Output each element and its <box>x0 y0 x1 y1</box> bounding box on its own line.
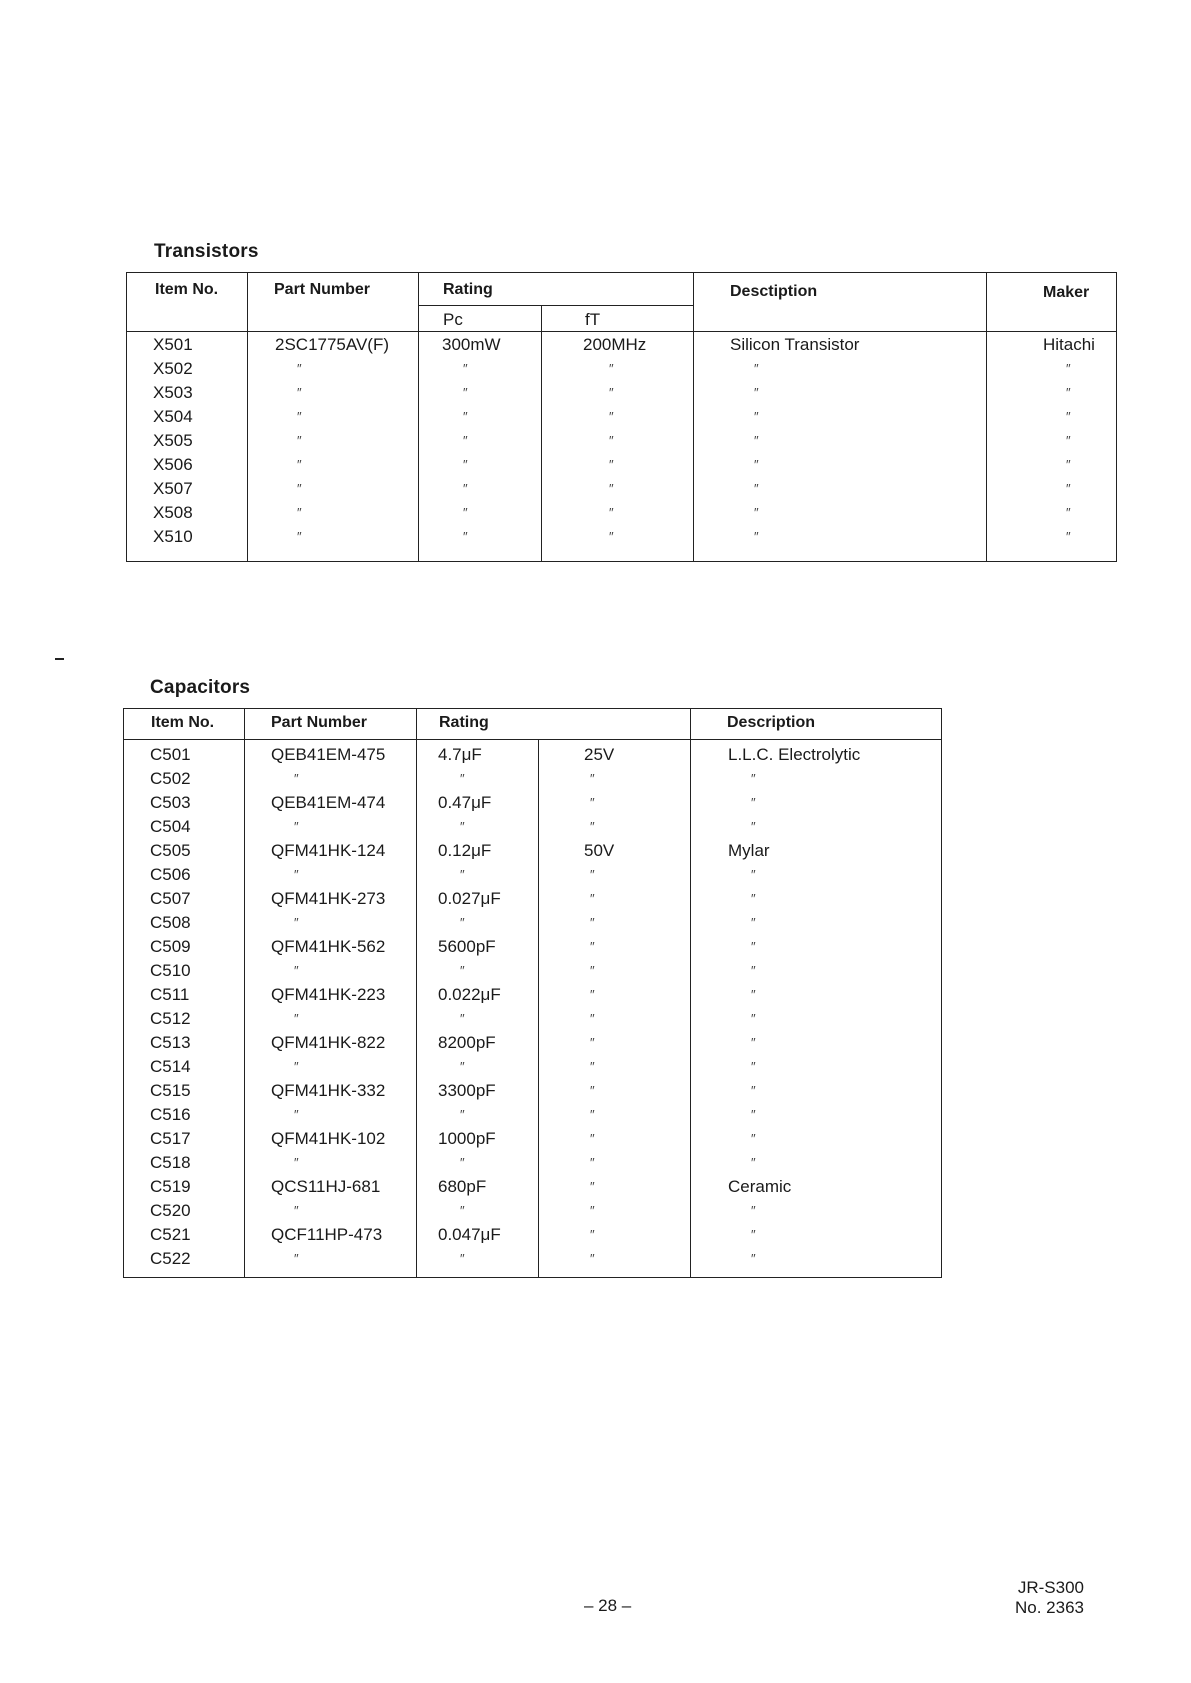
description-cell: ″ <box>751 867 756 882</box>
header-rating: Rating <box>443 281 493 298</box>
part-number-cell: QFM41HK-102 <box>271 1129 386 1148</box>
header-item-no: Item No. <box>151 714 215 731</box>
part-number-cell: ″ <box>294 1203 299 1218</box>
description-cell: ″ <box>751 1155 756 1170</box>
rating-value-cell: 1000pF <box>438 1129 496 1148</box>
part-number-cell: QEB41EM-475 <box>271 745 386 764</box>
item-no-cell: C505 <box>150 841 191 860</box>
pc-cell: ″ <box>463 385 468 400</box>
rating-value-cell: 5600pF <box>438 937 496 956</box>
header-part-number: Part Number <box>274 281 371 298</box>
part-number-cell: QFM41HK-332 <box>271 1081 386 1100</box>
part-number-cell: QCS11HJ-681 <box>271 1177 381 1196</box>
rating-value-cell: ″ <box>460 1251 465 1266</box>
item-no-cell: X508 <box>153 503 193 522</box>
ft-cell: ″ <box>609 385 614 400</box>
description-cell: ″ <box>751 891 756 906</box>
rating-voltage-cell: ″ <box>590 915 595 930</box>
part-number-cell: ″ <box>297 529 302 544</box>
description-cell: Silicon Transistor <box>730 335 860 354</box>
rating-voltage-cell: ″ <box>590 1155 595 1170</box>
part-number-cell: ″ <box>294 819 299 834</box>
rating-value-cell: ″ <box>460 1107 465 1122</box>
ft-cell: ″ <box>609 409 614 424</box>
part-number-cell: 2SC1775AV(F) <box>275 335 390 354</box>
item-no-cell: X501 <box>153 335 193 354</box>
maker-cell: ″ <box>1066 409 1071 424</box>
header-ft: fT <box>585 310 601 329</box>
stray-mark <box>55 658 64 660</box>
item-no-cell: C521 <box>150 1225 191 1244</box>
description-cell: ″ <box>754 505 759 520</box>
maker-cell: ″ <box>1066 361 1071 376</box>
description-cell: ″ <box>751 819 756 834</box>
rating-voltage-cell: ″ <box>590 1227 595 1242</box>
part-number-cell: ″ <box>297 505 302 520</box>
rating-voltage-cell: ″ <box>590 819 595 834</box>
description-cell: ″ <box>751 1035 756 1050</box>
description-cell: Mylar <box>728 841 770 860</box>
rating-value-cell: ″ <box>460 1155 465 1170</box>
rating-value-cell: ″ <box>460 1059 465 1074</box>
description-cell: ″ <box>754 409 759 424</box>
header-description: Desctiption <box>730 283 818 300</box>
header-pc: Pc <box>443 310 463 329</box>
rating-value-cell: 8200pF <box>438 1033 496 1052</box>
description-cell: ″ <box>754 457 759 472</box>
item-no-cell: X504 <box>153 407 193 426</box>
description-cell: ″ <box>751 1107 756 1122</box>
item-no-cell: X506 <box>153 455 193 474</box>
part-number-cell: ″ <box>294 1251 299 1266</box>
item-no-cell: C519 <box>150 1177 191 1196</box>
description-cell: ″ <box>754 481 759 496</box>
maker-cell: Hitachi <box>1043 335 1095 354</box>
rating-voltage-cell: ″ <box>590 1179 595 1194</box>
description-cell: ″ <box>751 915 756 930</box>
pc-cell: ″ <box>463 361 468 376</box>
rating-voltage-cell: 50V <box>584 841 615 860</box>
description-cell: ″ <box>751 1131 756 1146</box>
part-number-cell: ″ <box>294 771 299 786</box>
header-maker: Maker <box>1043 284 1090 301</box>
item-no-cell: C509 <box>150 937 191 956</box>
part-number-cell: ″ <box>294 1059 299 1074</box>
pc-cell: ″ <box>463 505 468 520</box>
rating-voltage-cell: ″ <box>590 939 595 954</box>
rating-value-cell: 0.027μF <box>438 889 501 908</box>
rating-voltage-cell: ″ <box>590 1107 595 1122</box>
item-no-cell: X503 <box>153 383 193 402</box>
maker-cell: ″ <box>1066 457 1071 472</box>
item-no-cell: C515 <box>150 1081 191 1100</box>
item-no-cell: C504 <box>150 817 191 836</box>
description-cell: ″ <box>751 1251 756 1266</box>
rating-value-cell: 3300pF <box>438 1081 496 1100</box>
rating-value-cell: 4.7μF <box>438 745 482 764</box>
item-no-cell: C516 <box>150 1105 191 1124</box>
part-number-cell: ″ <box>294 915 299 930</box>
rating-voltage-cell: ″ <box>590 771 595 786</box>
part-number-cell: ″ <box>297 385 302 400</box>
header-description: Description <box>727 714 816 731</box>
capacitors-title: Capacitors <box>150 677 251 698</box>
rating-value-cell: 680pF <box>438 1177 487 1196</box>
maker-cell: ″ <box>1066 529 1071 544</box>
item-no-cell: X502 <box>153 359 193 378</box>
rating-voltage-cell: ″ <box>590 891 595 906</box>
description-cell: ″ <box>754 361 759 376</box>
item-no-cell: C518 <box>150 1153 191 1172</box>
pc-cell: ″ <box>463 457 468 472</box>
part-number-cell: QEB41EM-474 <box>271 793 386 812</box>
rating-value-cell: ″ <box>460 819 465 834</box>
description-cell: Ceramic <box>728 1177 792 1196</box>
description-cell: ″ <box>751 939 756 954</box>
header-item-no: Item No. <box>155 281 219 298</box>
rating-voltage-cell: ″ <box>590 1083 595 1098</box>
rating-value-cell: ″ <box>460 771 465 786</box>
part-number-cell: ″ <box>297 433 302 448</box>
rating-voltage-cell: ″ <box>590 987 595 1002</box>
description-cell: ″ <box>751 1083 756 1098</box>
ft-cell: ″ <box>609 529 614 544</box>
description-cell: ″ <box>751 1059 756 1074</box>
part-number-cell: ″ <box>294 963 299 978</box>
rating-value-cell: ″ <box>460 1011 465 1026</box>
item-no-cell: X507 <box>153 479 193 498</box>
description-cell: ″ <box>754 529 759 544</box>
pc-cell: ″ <box>463 529 468 544</box>
description-cell: ″ <box>751 987 756 1002</box>
capacitors-table <box>123 708 942 1278</box>
ft-cell: ″ <box>609 457 614 472</box>
header-rating: Rating <box>439 714 489 731</box>
part-number-cell: ″ <box>294 1011 299 1026</box>
rating-voltage-cell: ″ <box>590 1011 595 1026</box>
rating-voltage-cell: ″ <box>590 867 595 882</box>
item-no-cell: C503 <box>150 793 191 812</box>
part-number-cell: QFM41HK-124 <box>271 841 386 860</box>
description-cell: ″ <box>751 1203 756 1218</box>
rating-value-cell: 0.12μF <box>438 841 492 860</box>
item-no-cell: C507 <box>150 889 191 908</box>
item-no-cell: C502 <box>150 769 191 788</box>
rating-value-cell: ″ <box>460 1203 465 1218</box>
rating-value-cell: ″ <box>460 867 465 882</box>
rating-value-cell: 0.047μF <box>438 1225 501 1244</box>
rating-voltage-cell: ″ <box>590 1251 595 1266</box>
maker-cell: ″ <box>1066 481 1071 496</box>
part-number-cell: QFM41HK-822 <box>271 1033 386 1052</box>
description-cell: ″ <box>751 795 756 810</box>
rating-voltage-cell: ″ <box>590 1131 595 1146</box>
description-cell: ″ <box>754 433 759 448</box>
item-no-cell: C522 <box>150 1249 191 1268</box>
rating-voltage-cell: ″ <box>590 1059 595 1074</box>
rating-voltage-cell: ″ <box>590 963 595 978</box>
model-number: JR-S300 <box>1017 1578 1084 1597</box>
part-number-cell: ″ <box>297 481 302 496</box>
part-number-cell: ″ <box>294 1155 299 1170</box>
rating-voltage-cell: 25V <box>584 745 615 764</box>
part-number-cell: ″ <box>297 361 302 376</box>
item-no-cell: C506 <box>150 865 191 884</box>
part-number-cell: QCF11HP-473 <box>271 1225 383 1244</box>
description-cell: ″ <box>751 1011 756 1026</box>
ft-cell: ″ <box>609 505 614 520</box>
pc-cell: ″ <box>463 433 468 448</box>
pc-cell: 300mW <box>442 335 501 354</box>
page-number: – 28 – <box>584 1596 632 1615</box>
transistors-table <box>126 272 1117 562</box>
ft-cell: 200MHz <box>583 335 647 354</box>
description-cell: ″ <box>751 771 756 786</box>
maker-cell: ″ <box>1066 433 1071 448</box>
item-no-cell: C517 <box>150 1129 191 1148</box>
header-part-number: Part Number <box>271 714 368 731</box>
part-number-cell: QFM41HK-273 <box>271 889 386 908</box>
rating-voltage-cell: ″ <box>590 1035 595 1050</box>
doc-number: No. 2363 <box>1015 1598 1084 1617</box>
document-id <box>1015 1578 1084 1618</box>
rating-value-cell: ″ <box>460 915 465 930</box>
item-no-cell: C501 <box>150 745 191 764</box>
part-number-cell: ″ <box>297 457 302 472</box>
ft-cell: ″ <box>609 433 614 448</box>
item-no-cell: C511 <box>150 985 190 1004</box>
pc-cell: ″ <box>463 409 468 424</box>
rating-value-cell: 0.47μF <box>438 793 492 812</box>
part-number-cell: ″ <box>297 409 302 424</box>
description-cell: ″ <box>751 1227 756 1242</box>
item-no-cell: C513 <box>150 1033 191 1052</box>
ft-cell: ″ <box>609 361 614 376</box>
rating-value-cell: ″ <box>460 963 465 978</box>
rating-voltage-cell: ″ <box>590 1203 595 1218</box>
part-number-cell: QFM41HK-562 <box>271 937 386 956</box>
item-no-cell: C512 <box>150 1009 191 1028</box>
item-no-cell: C514 <box>150 1057 191 1076</box>
description-cell: ″ <box>751 963 756 978</box>
description-cell: L.L.C. Electrolytic <box>728 745 861 764</box>
item-no-cell: X505 <box>153 431 193 450</box>
item-no-cell: C508 <box>150 913 191 932</box>
part-number-cell: ″ <box>294 1107 299 1122</box>
maker-cell: ″ <box>1066 385 1071 400</box>
item-no-cell: C510 <box>150 961 191 980</box>
pc-cell: ″ <box>463 481 468 496</box>
ft-cell: ″ <box>609 481 614 496</box>
item-no-cell: C520 <box>150 1201 191 1220</box>
item-no-cell: X510 <box>153 527 193 546</box>
description-cell: ″ <box>754 385 759 400</box>
part-number-cell: QFM41HK-223 <box>271 985 386 1004</box>
maker-cell: ″ <box>1066 505 1071 520</box>
rating-voltage-cell: ″ <box>590 795 595 810</box>
part-number-cell: ″ <box>294 867 299 882</box>
rating-value-cell: 0.022μF <box>438 985 501 1004</box>
transistors-title: Transistors <box>154 241 259 262</box>
